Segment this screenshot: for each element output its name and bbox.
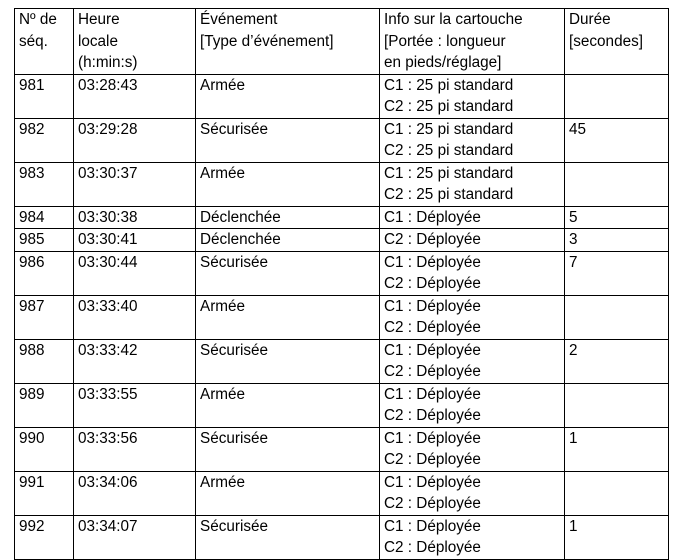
- cell-time: 03:33:42: [74, 339, 196, 383]
- cell-duration: 5: [565, 206, 669, 229]
- cell-info-line: C2 : Déployée: [384, 539, 481, 556]
- header-duration: [565, 9, 669, 75]
- table-row: [15, 251, 669, 295]
- cell-duration: [565, 383, 669, 427]
- cell-seq: 992: [15, 515, 74, 559]
- cell-time: 03:30:44: [74, 251, 196, 295]
- cell-info-line: C2 : Déployée: [384, 407, 481, 424]
- cell-seq: 982: [15, 118, 74, 162]
- header-time-line: locale: [78, 32, 118, 50]
- cell-event: Déclenchée: [196, 206, 380, 229]
- cell-seq: 985: [15, 229, 74, 252]
- cell-info-line: C2 : Déployée: [384, 363, 481, 380]
- header-duration-line: [secondes]: [569, 32, 643, 50]
- cell-seq: 981: [15, 74, 74, 118]
- cell-time: 03:30:41: [74, 229, 196, 252]
- cell-info: [380, 427, 565, 471]
- cell-seq: 989: [15, 383, 74, 427]
- cell-info: [380, 471, 565, 515]
- header-event: [196, 9, 380, 75]
- cell-info-line: C1 : Déployée: [384, 473, 481, 491]
- cell-duration: 2: [565, 339, 669, 383]
- table-row: [15, 471, 669, 515]
- cell-time: 03:30:37: [74, 162, 196, 206]
- header-info-line: Info sur la cartouche: [384, 11, 523, 28]
- cell-event: Armée: [196, 74, 380, 118]
- cell-info-line: C2 : Déployée: [384, 451, 481, 468]
- table-row: [15, 74, 669, 118]
- table-row: [15, 118, 669, 162]
- header-duration-line: Durée: [569, 11, 611, 28]
- cell-time: 03:33:56: [74, 427, 196, 471]
- table-row: [15, 339, 669, 383]
- cell-info: [380, 118, 565, 162]
- table-row: [15, 295, 669, 339]
- header-info-line: [Portée : longueur: [384, 32, 506, 50]
- cell-info: [380, 383, 565, 427]
- cell-info-line: C1 : 25 pi standard: [384, 76, 514, 94]
- cell-info-line: C1 : Déployée: [384, 297, 481, 315]
- cell-seq: 987: [15, 295, 74, 339]
- cell-info-line: C2 : Déployée: [384, 275, 481, 292]
- table-row: [15, 515, 669, 559]
- header-info: [380, 9, 565, 75]
- cell-event: Armée: [196, 295, 380, 339]
- cell-info: [380, 251, 565, 295]
- cell-time: 03:29:28: [74, 118, 196, 162]
- cell-info-line: C1 : Déployée: [384, 517, 481, 535]
- cell-info: [380, 74, 565, 118]
- cell-info: [380, 229, 565, 252]
- cell-info-line: C1 : Déployée: [384, 429, 481, 447]
- cell-duration: 45: [565, 118, 669, 162]
- table-row: [15, 162, 669, 206]
- cell-duration: [565, 74, 669, 118]
- cell-event: Déclenchée: [196, 229, 380, 252]
- cell-time: 03:34:07: [74, 515, 196, 559]
- cell-info-line: C2 : 25 pi standard: [384, 98, 514, 115]
- header-row: [15, 9, 669, 75]
- cell-event: Sécurisée: [196, 251, 380, 295]
- header-time-line: Heure: [78, 11, 120, 28]
- cell-duration: [565, 162, 669, 206]
- cell-info-line: C2 : Déployée: [384, 495, 481, 512]
- header-seq-line: séq.: [19, 32, 48, 50]
- event-log-table: [14, 8, 669, 560]
- cell-seq: 988: [15, 339, 74, 383]
- cell-event: Sécurisée: [196, 339, 380, 383]
- cell-event: Sécurisée: [196, 118, 380, 162]
- cell-info: [380, 339, 565, 383]
- cell-duration: [565, 295, 669, 339]
- cell-info-line: C2 : Déployée: [384, 231, 481, 248]
- cell-info-line: C2 : Déployée: [384, 319, 481, 336]
- cell-info-line: C1 : Déployée: [384, 208, 481, 226]
- header-time-line: (h:min:s): [78, 54, 138, 71]
- table-row: [15, 427, 669, 471]
- cell-info-line: C2 : 25 pi standard: [384, 186, 514, 203]
- header-event-line: [Type d’événement]: [200, 32, 334, 50]
- cell-seq: 991: [15, 471, 74, 515]
- cell-info: [380, 295, 565, 339]
- header-seq: [15, 9, 74, 75]
- cell-time: 03:28:43: [74, 74, 196, 118]
- cell-event: Armée: [196, 162, 380, 206]
- header-time: [74, 9, 196, 75]
- cell-duration: 7: [565, 251, 669, 295]
- table-row: [15, 383, 669, 427]
- cell-duration: 1: [565, 515, 669, 559]
- cell-event: Armée: [196, 471, 380, 515]
- cell-duration: 3: [565, 229, 669, 252]
- cell-event: Sécurisée: [196, 427, 380, 471]
- cell-time: 03:30:38: [74, 206, 196, 229]
- cell-info-line: C1 : Déployée: [384, 341, 481, 359]
- table-row: [15, 229, 669, 252]
- table-row: [15, 206, 669, 229]
- cell-duration: [565, 471, 669, 515]
- cell-info: [380, 206, 565, 229]
- cell-event: Sécurisée: [196, 515, 380, 559]
- cell-info-line: C1 : 25 pi standard: [384, 164, 514, 182]
- header-info-line: en pieds/réglage]: [384, 54, 502, 71]
- cell-info-line: C1 : Déployée: [384, 253, 481, 271]
- cell-time: 03:33:40: [74, 295, 196, 339]
- header-event-line: Événement: [200, 11, 278, 28]
- cell-info: [380, 515, 565, 559]
- cell-info-line: C1 : 25 pi standard: [384, 120, 514, 138]
- table-body: [15, 74, 669, 559]
- cell-time: 03:34:06: [74, 471, 196, 515]
- cell-info: [380, 162, 565, 206]
- cell-seq: 983: [15, 162, 74, 206]
- cell-seq: 984: [15, 206, 74, 229]
- header-seq-line: Nº de: [19, 11, 57, 28]
- cell-duration: 1: [565, 427, 669, 471]
- cell-event: Armée: [196, 383, 380, 427]
- cell-time: 03:33:55: [74, 383, 196, 427]
- cell-seq: 990: [15, 427, 74, 471]
- cell-info-line: C1 : Déployée: [384, 385, 481, 403]
- cell-seq: 986: [15, 251, 74, 295]
- cell-info-line: C2 : 25 pi standard: [384, 142, 514, 159]
